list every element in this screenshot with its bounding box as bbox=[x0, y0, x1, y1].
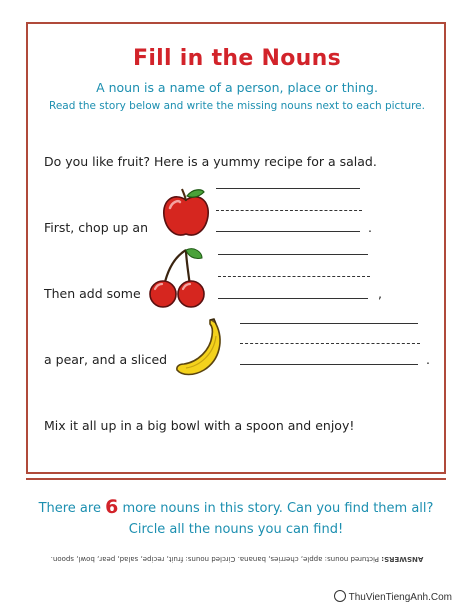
period-mark: . bbox=[368, 220, 372, 235]
answer-dashed-line bbox=[240, 343, 420, 344]
story-line-3: Then add some bbox=[44, 286, 141, 301]
banana-icon bbox=[174, 316, 228, 378]
period-mark: . bbox=[426, 352, 430, 367]
answer-key-label: ANSWERS: bbox=[381, 555, 424, 563]
story-line-2: First, chop up an bbox=[44, 220, 149, 235]
noun-definition: A noun is a name of a person, place or thing. bbox=[96, 80, 378, 95]
challenge-instruction: Circle all the nouns you can find! bbox=[128, 522, 344, 537]
answer-dashed-line bbox=[216, 210, 362, 211]
cherries-icon bbox=[146, 246, 208, 310]
instructions: Read the story below and write the missing nouns next to each picture. bbox=[49, 100, 425, 112]
answer-dashed-line bbox=[218, 276, 370, 277]
answer-key-text: Pictured nouns: apple, cherries, banana. Circled nouns: fruit, recipe, salad, pear, bowl, spoon. bbox=[50, 555, 382, 563]
challenge-question bbox=[26, 496, 446, 518]
challenge-box bbox=[26, 478, 446, 548]
worksheet-title: Fill in the Nouns bbox=[133, 46, 341, 71]
noun-count: 6 bbox=[105, 496, 119, 518]
site-name: ThuVienTiengAnh.Com bbox=[348, 592, 452, 603]
comma-mark: , bbox=[378, 286, 382, 301]
site-logo-icon bbox=[334, 590, 346, 602]
answer-line[interactable] bbox=[216, 188, 360, 189]
answer-key bbox=[40, 555, 434, 563]
story-line-4: a pear, and a sliced bbox=[44, 352, 168, 367]
answer-line[interactable] bbox=[240, 364, 418, 365]
answer-line[interactable] bbox=[240, 323, 418, 324]
story-line-1: Do you like fruit? Here is a yummy recipe for a salad. bbox=[44, 154, 377, 169]
answer-line[interactable] bbox=[216, 231, 360, 232]
challenge-text-start: There are bbox=[38, 501, 106, 516]
answer-line[interactable] bbox=[218, 254, 368, 255]
site-credit bbox=[334, 590, 452, 603]
answer-line[interactable] bbox=[218, 298, 368, 299]
challenge-text-end: more nouns in this story. Can you find them all? bbox=[118, 501, 434, 516]
story-line-5: Mix it all up in a big bowl with a spoon and enjoy! bbox=[44, 418, 355, 433]
apple-icon bbox=[160, 186, 212, 240]
